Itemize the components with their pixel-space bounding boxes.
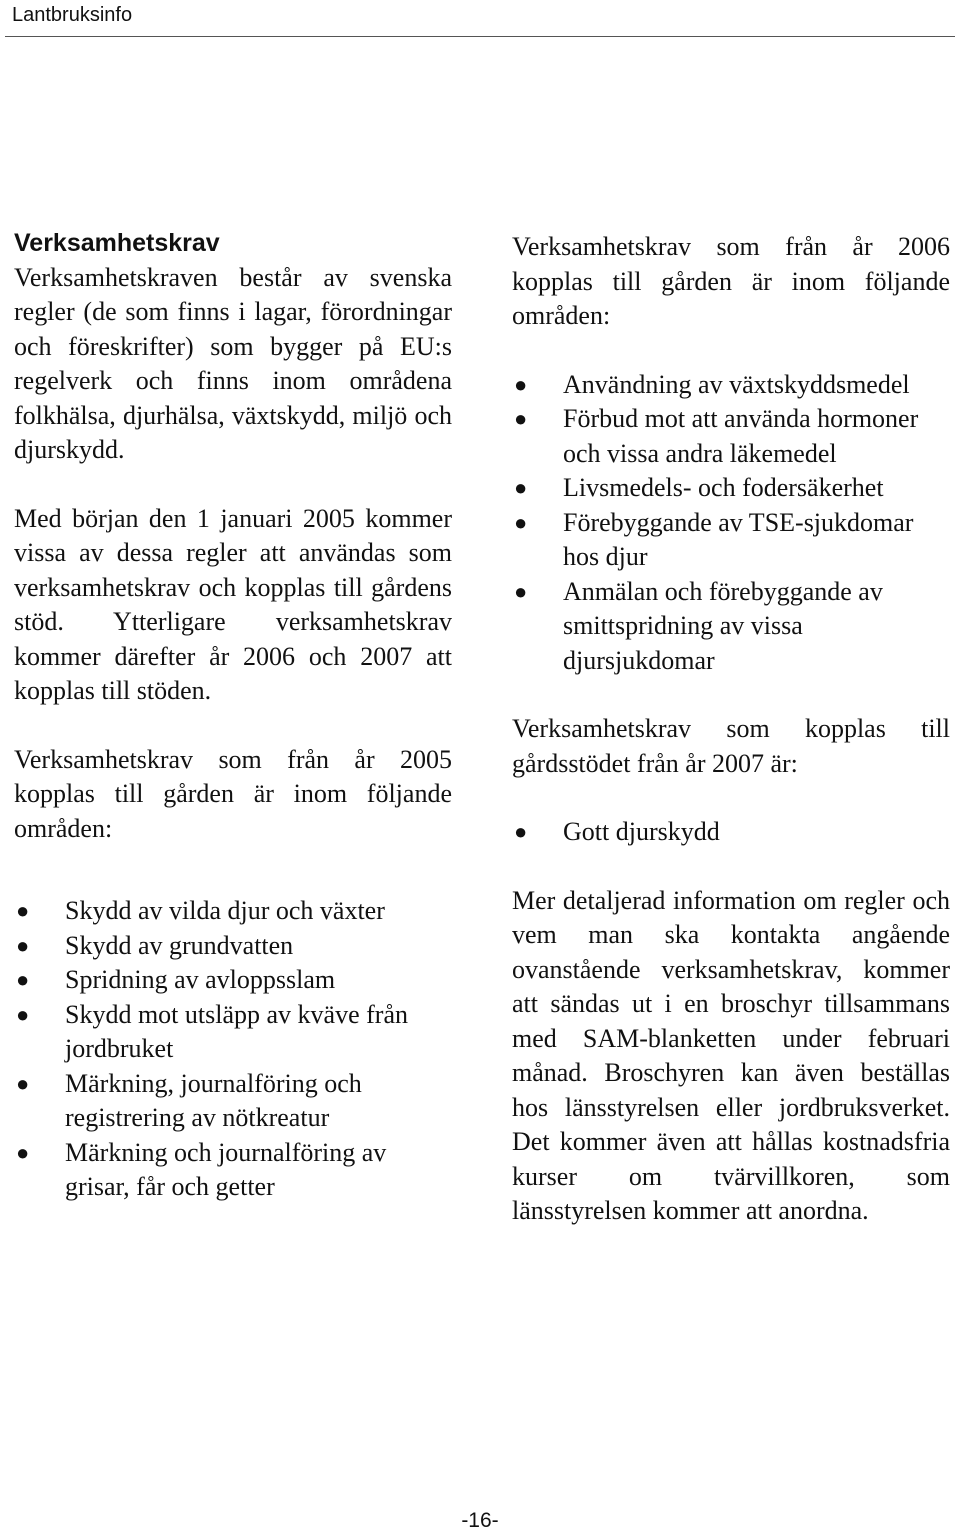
list-item: ● Användning av växtskyddsmedel [512,368,950,403]
bullet-icon: ● [16,898,30,923]
bullet-icon: ● [16,967,30,992]
bullet-icon: ● [514,819,528,844]
list-item: ● Förbud mot att använda hormoner och vissa andra läkemedel [514,404,919,468]
list-item: ● Märkning och journalföring av grisar, får och getter [16,1137,387,1201]
timeline-paragraph: Med början den 1 januari 2005 kommer vissa av dessa regler att användas som verksamhetskrav och kopplas till gårdens stöd. Ytterligare verksamhetskrav kommer därefter år 2006 och 2007 att kopplas till stöden. [14,503,452,705]
bullet-icon: ● [514,578,528,604]
bullet-icon: ● [16,932,30,958]
header-rule [5,36,955,37]
running-header: Lantbruksinfo [12,4,133,26]
closing-paragraph: Mer detaljerad information om regler och vem man ska kontakta angående ovanstående verksamhetskrav, kommer att sändas ut i en broschyr tillsammans med SAM-blanketten under februari månad. Broschyren kan även beställas hos länsstyrelsen eller jordbruksverket. Det kommer även att hållas kostnadsfria kurser om tvärvillkoren, som länsstyrelsen kommer att anordna. [512,885,950,1225]
areas-2005-list [14,894,452,1205]
list-item: ● Anmälan och förebyggande av smittspridning av vissa djursjukdomar [514,576,883,675]
bullet-icon: ● [16,1070,30,1096]
list-item: ● Skydd mot utsläpp av kväve från jordbruket [16,999,408,1063]
right-column [512,230,950,1229]
list-item: ● Förebyggande av TSE-sjukdomar hos djur [514,507,914,571]
bullet-icon: ● [514,509,528,535]
list-item: ● Skydd av grundvatten [14,929,452,964]
areas-2005-intro: Verksamhetskrav som från år 2005 kopplas till gården är inom följande områden: [14,744,452,843]
areas-2006-intro: Verksamhetskrav som från år 2006 kopplas till gården är inom följande områden: [512,232,950,330]
bullet-icon: ● [514,406,528,431]
left-column [14,226,452,1205]
list-item: ● Livsmedels- och fodersäkerhet [512,471,950,506]
bullet-icon: ● [16,1001,30,1027]
areas-2007-intro: Verksamhetskrav som kopplas till gårdsstödet från år 2007 är: [512,714,950,778]
page-number: -16- [461,1509,499,1532]
intro-paragraph: Verksamhetskraven består av svenska regler (de som finns i lagar, förordningar och föreskrifter) som bygger på EU:s regelverk och finns inom områdena folkhälsa, djurhälsa, växtskydd, miljö och djurskydd. [14,262,452,464]
areas-2006-list [512,368,950,679]
list-item: ● Spridning av avloppsslam [14,963,452,998]
list-item: ● Gott djurskydd [512,815,950,850]
list-item: ● Skydd av vilda djur och växter [14,894,452,929]
bullet-icon: ● [514,475,528,500]
bullet-icon: ● [514,371,528,397]
section-heading: Verksamhetskrav [14,229,220,257]
areas-2007-list [512,815,950,850]
list-item: ● Märkning, journalföring och registrering av nötkreatur [16,1068,362,1132]
bullet-icon: ● [16,1139,30,1165]
